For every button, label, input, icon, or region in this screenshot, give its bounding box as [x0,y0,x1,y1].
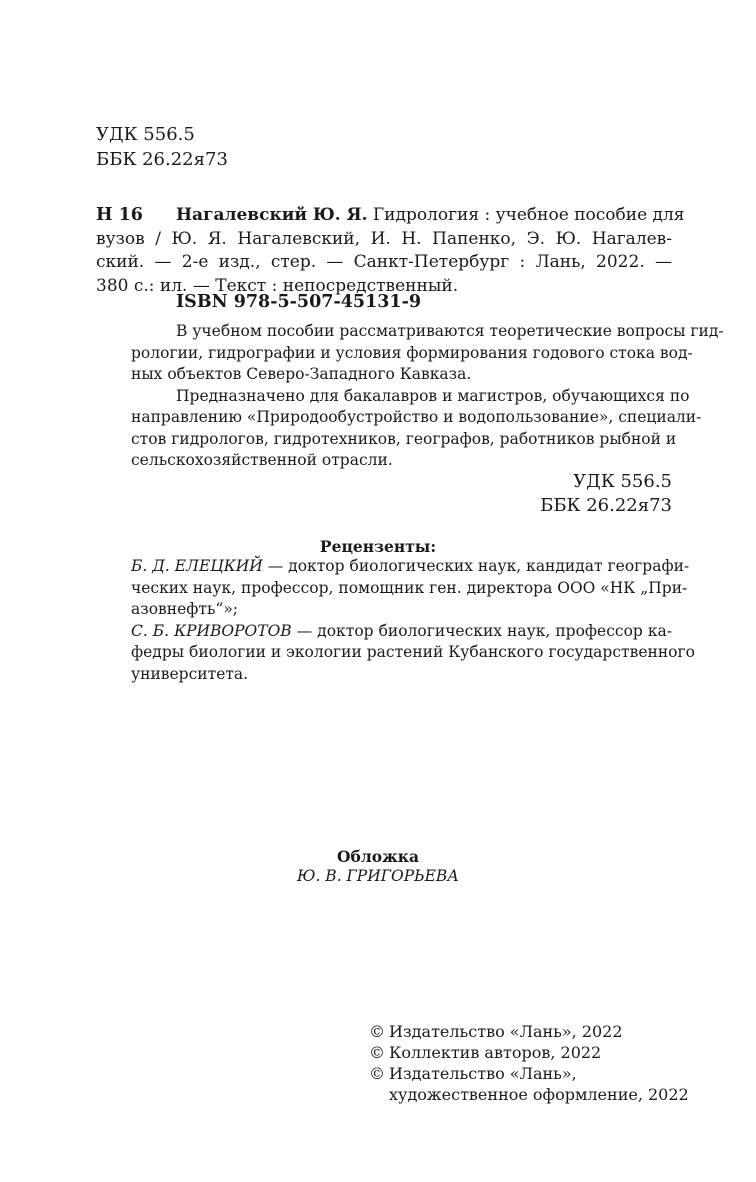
copyright-2 [369,1042,601,1063]
reviewer-2-line-3: университета. [131,664,249,683]
annotation-line-2: рологии, гидрографии и условия формирования годового стока вод- [131,343,693,362]
author-mark: Н 16 [96,205,143,225]
annotation-line-3: ных объектов Северо-Западного Кавказа. [131,365,472,383]
copyright-3-continuation: художественное оформление, 2022 [389,1085,689,1104]
copyright-3-text: Издательство «Лань», [389,1064,577,1083]
annotation-line-4: Предназначено для бакалавров и магистров, обучающихся по [176,386,690,405]
annotation-line-1: В учебном пособии рассматриваются теоретические вопросы гид- [176,322,724,340]
reviewer-1-line-1 [131,556,690,578]
catalog-title: Гидрология : учебное пособие для [372,205,685,225]
copyright-2-text: Коллектив авторов, 2022 [389,1043,602,1062]
udk-code: УДК 556.5 [96,124,195,145]
cover-title: Обложка [337,847,419,866]
copyright-icon: © [369,1022,385,1041]
copyright-icon: © [369,1043,385,1062]
copyright-1-text: Издательство «Лань», 2022 [389,1022,623,1041]
classification-codes-top [96,122,228,172]
reviewers-title: Рецензенты: [319,537,437,556]
reviewer-2-line-2: федры биологии и экологии растений Кубанского государственного [131,643,695,661]
reviewer-1-line-2: ческих наук, профессор, помощник ген. директора ООО «НК „При- [131,578,688,597]
catalog-line-3: ский. — 2-е изд., стер. — Санкт-Петербург : Лань, 2022. — [96,252,672,272]
reviewer-1-desc: — доктор биологических наук, кандидат географи- [262,557,690,575]
catalog-line-2: вузов / Ю. Я. Нагалевский, И. Н. Папенко, Э. Ю. Нагалев- [96,228,672,249]
catalog-line-1 [176,204,685,228]
catalog-line-4: 380 с.: ил. — Текст : непосредственный. [96,275,459,296]
copyright-1 [369,1021,623,1042]
catalog-author: Нагалевский Ю. Я. [176,205,368,225]
cover-artist: Ю. В. ГРИГОРЬЕВА [296,867,460,885]
reviewer-2-line-1 [131,621,672,643]
udk-code-right: УДК 556.5 [573,471,672,492]
reviewer-2-name: С. Б. КРИВОРОТОВ [131,621,292,640]
classification-codes-right [540,470,672,518]
annotation-line-6: стов гидрологов, гидротехников, географов, работников рыбной и [131,429,677,448]
reviewer-1-line-3: азовнефть“»; [131,600,239,618]
reviewer-2-desc: — доктор биологических наук, профессор ка- [291,621,672,640]
annotation-line-5: направлению «Природообустройство и водопользование», специали- [131,408,702,426]
isbn: ISBN 978-5-507-45131-9 [176,292,422,312]
copyright-icon: © [369,1064,385,1083]
bbk-code-right: ББК 26.22я73 [540,495,672,516]
bbk-code: ББК 26.22я73 [96,149,228,170]
annotation-line-7: сельскохозяйственной отрасли. [131,451,393,469]
reviewer-1-name: Б. Д. ЕЛЕЦКИЙ [131,557,263,575]
copyright-3 [369,1063,577,1084]
